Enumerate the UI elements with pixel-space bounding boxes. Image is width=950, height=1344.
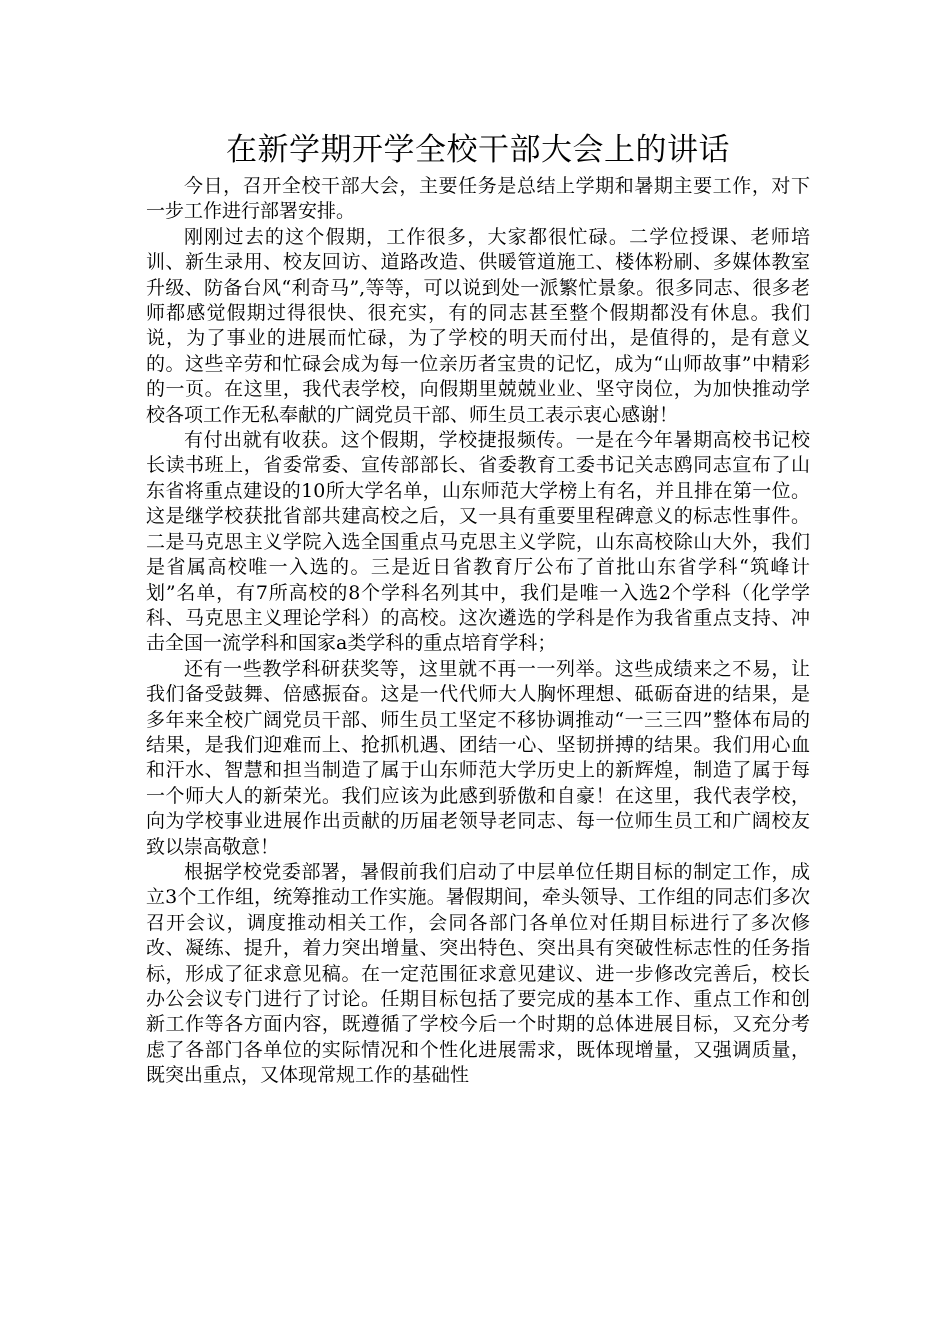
document-title: 在新学期开学全校干部大会上的讲话	[226, 132, 730, 168]
paragraph: 今日，召开全校干部大会，主要任务是总结上学期和暑期主要工作，对下一步工作进行部署安排。	[146, 175, 810, 223]
document-page	[146, 126, 810, 1089]
paragraph: 刚刚过去的这个假期，工作很多，大家都很忙碌。二学位授课、老师培训、新生录用、校友回访、道路改造、供暖管道施工、楼体粉刷、多媒体教室升级、防备台风“利奇马”,等等，可以说到处一派繁忙景象。很多同志、很多老师都感觉假期过得很快、很充实，有的同志甚至整个假期都没有休息。我们说，为了事业的进展而忙碌，为了学校的明天而付出，是值得的，是有意义的。这些辛劳和忙碌会成为每一位亲历者宝贵的记忆，成为“山师故事”中精彩的一页。在这里，我代表学校，向假期里兢兢业业、坚守岗位，为加快推动学校各项工作无私奉献的广阔党员干部、师生员工表示衷心感谢！	[146, 225, 810, 426]
paragraph: 还有一些教学科研获奖等，这里就不再一一列举。这些成绩来之不易，让我们备受鼓舞、倍感振奋。这是一代代师大人胸怀理想、砥砺奋进的结果，是多年来全校广阔党员干部、师生员工坚定不移协调推动“一三三四”整体布局的结果，是我们迎难而上、抢抓机遇、团结一心、坚韧拼搏的结果。我们用心血和汗水、智慧和担当制造了属于山东师范大学历史上的新辉煌，制造了属于每一个师大人的新荣光。我们应该为此感到骄傲和自豪！在这里，我代表学校，向为学校事业进展作出贡献的历届老领导老同志、每一位师生员工和广阔校友致以崇高敬意！	[146, 657, 810, 858]
paragraph: 有付出就有收获。这个假期，学校捷报频传。一是在今年暑期高校书记校长读书班上，省委常委、宣传部部长、省委教育工委书记关志鸥同志宣布了山东省将重点建设的10所大学名单，山东师范大学榜上有名，并且排在第一位。这是继学校获批省部共建高校之后，又一具有重要里程碑意义的标志性事件。二是马克思主义学院入选全国重点马克思主义学院，山东高校除山大外，我们是省属高校唯一入选的。三是近日省教育厅公布了首批山东省学科“筑峰计划”名单，有7所高校的8个学科名列其中，我们是唯一入选2个学科（化学学科、马克思主义理论学科）的高校。这次遴选的学科是作为我省重点支持、冲击全国一流学科和国家a类学科的重点培育学科；	[146, 429, 810, 655]
paragraph: 根据学校党委部署，暑假前我们启动了中层单位任期目标的制定工作，成立3个工作组，统筹推动工作实施。暑假期间，牵头领导、工作组的同志们多次召开会议，调度推动相关工作，会同各部门各单位对任期目标进行了多次修改、凝练、提升，着力突出增量、突出特色、突出具有突破性标志性的任务指标，形成了征求意见稿。在一定范围征求意见建议、进一步修改完善后，校长办公会议专门进行了讨论。任期目标包括了要完成的基本工作、重点工作和创新工作等各方面内容，既遵循了学校今后一个时期的总体进展目标，又充分考虑了各部门各单位的实际情况和个性化进展需求，既体现增量，又强调质量，既突出重点，又体现常规工作的基础性	[146, 860, 810, 1087]
